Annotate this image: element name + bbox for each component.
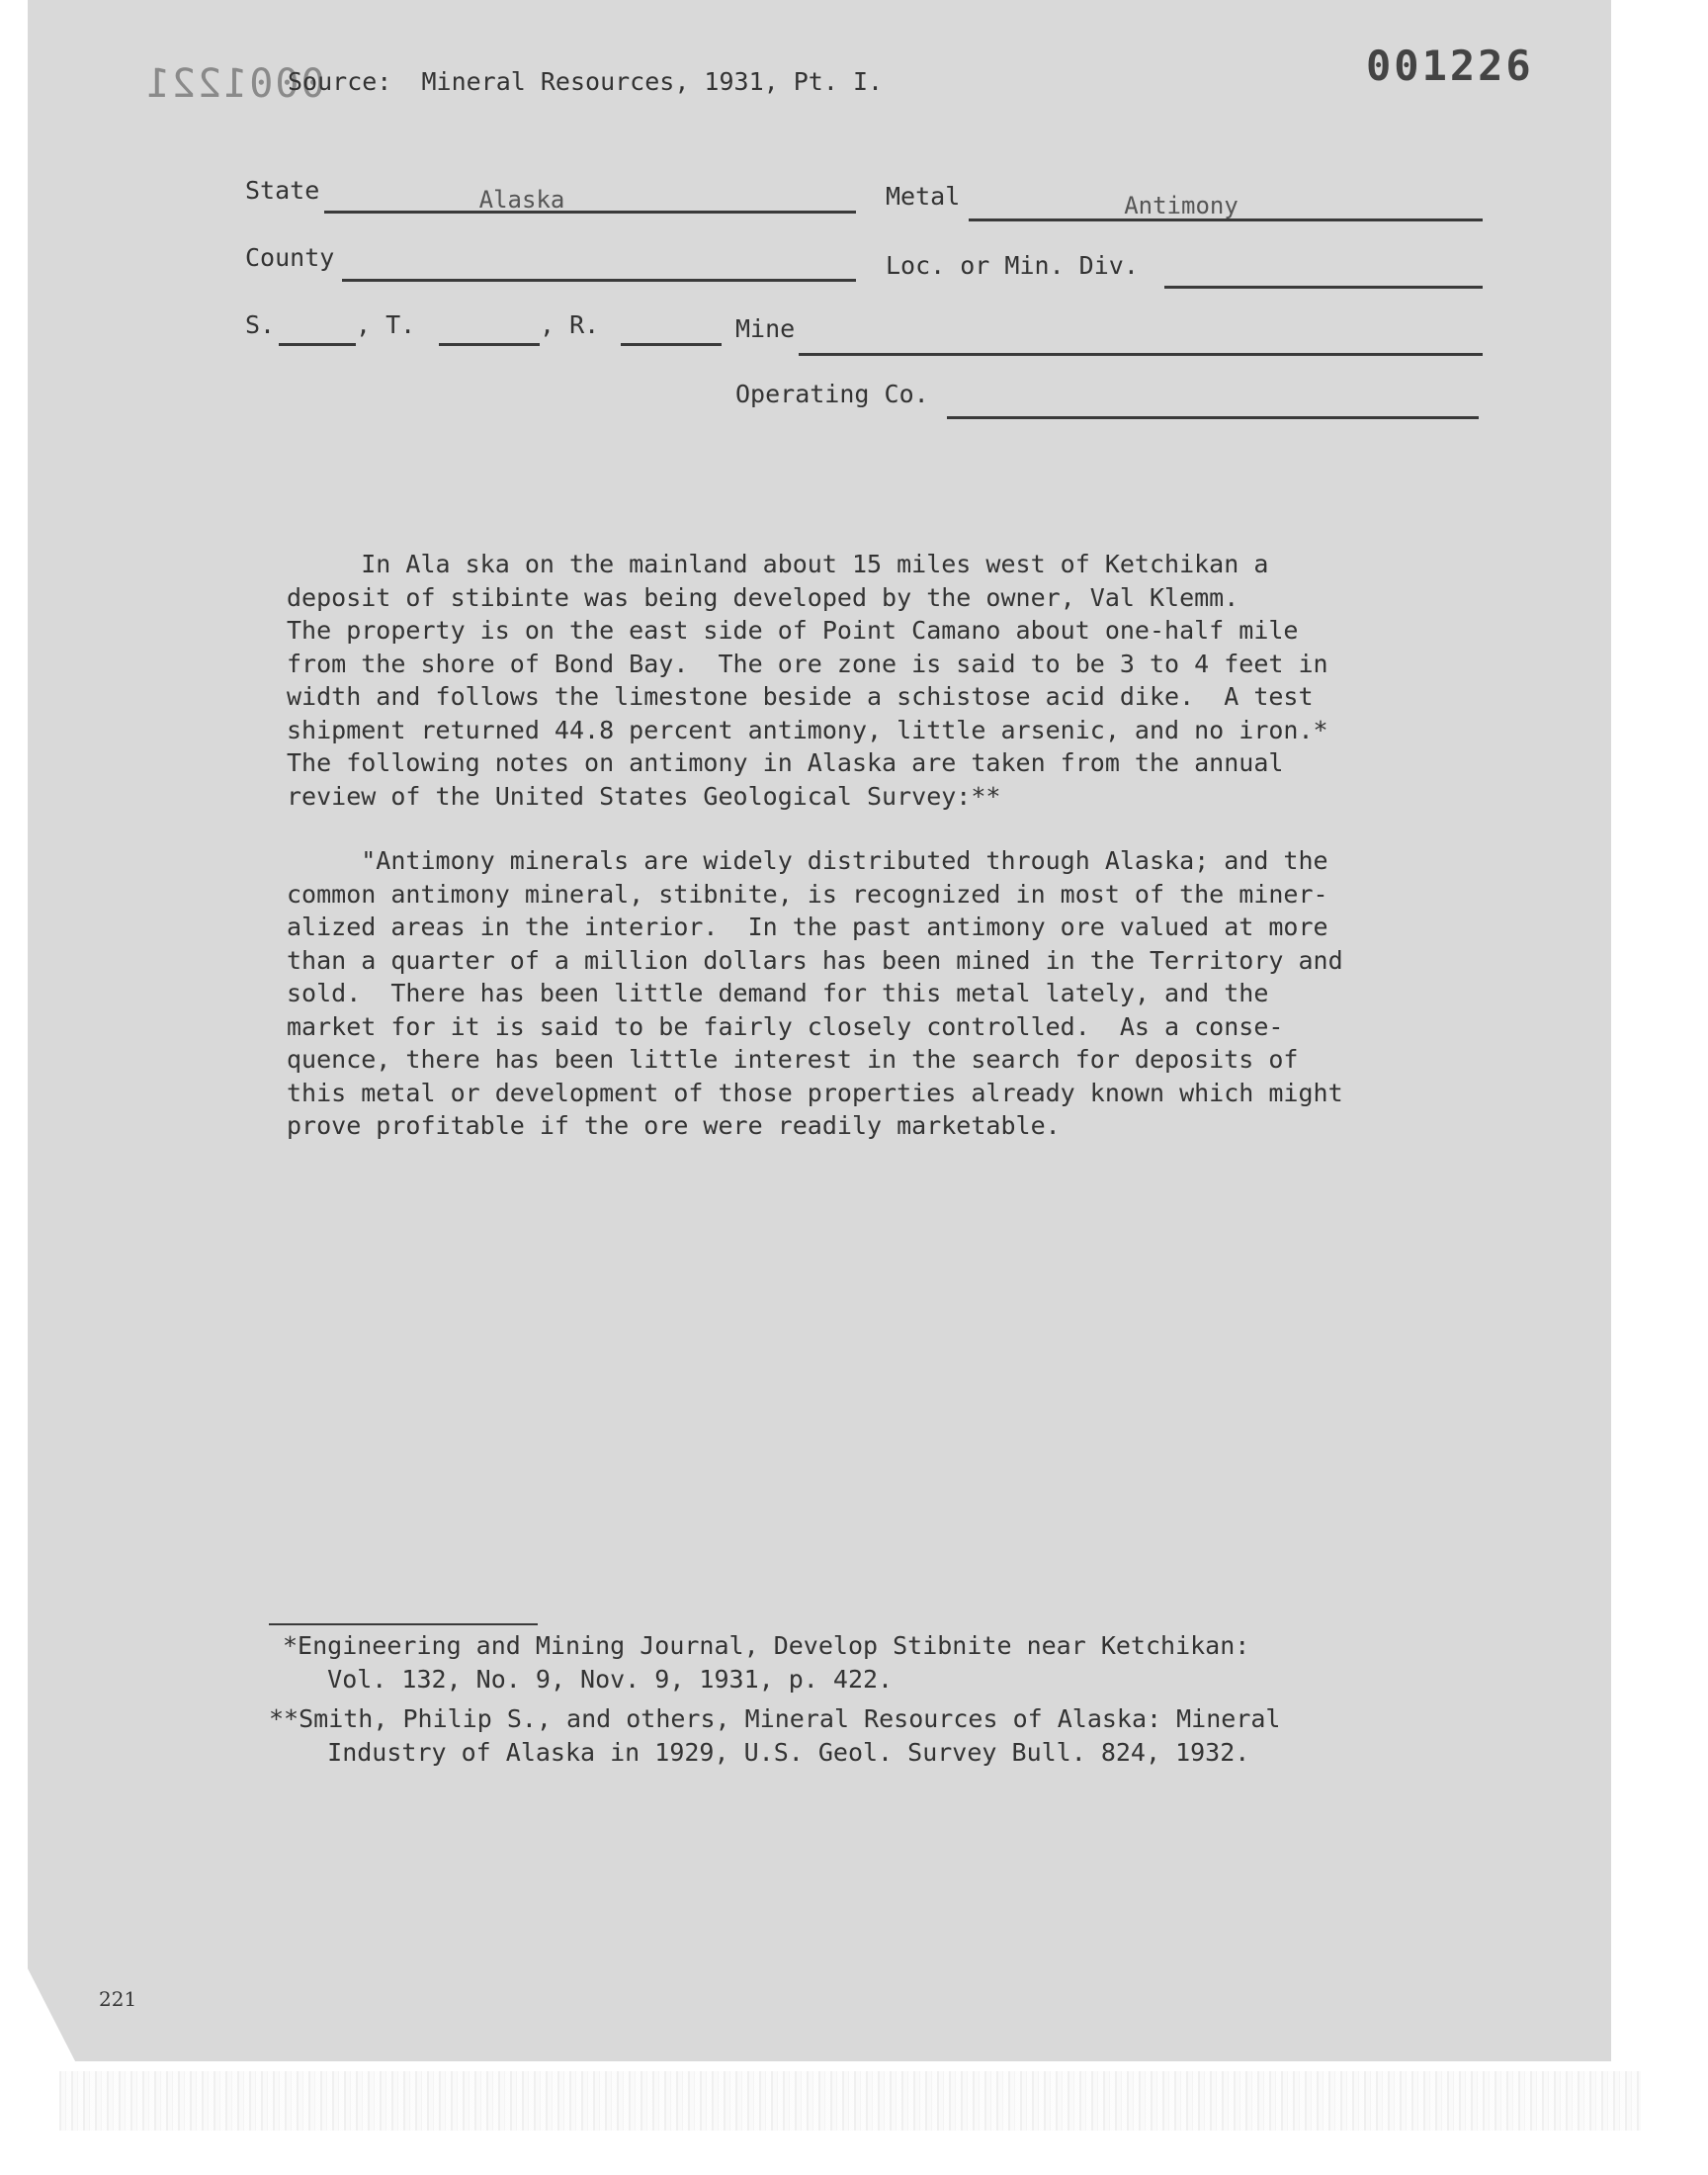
text-line: The property is on the east side of Point Camano about one-half mile xyxy=(287,616,1299,645)
mine-underline xyxy=(799,353,1483,356)
loc-label: Loc. or Min. Div. xyxy=(886,251,1139,280)
township-label: , T. xyxy=(356,310,416,339)
county-label: County xyxy=(245,243,335,272)
source-line: Source: Mineral Resources, 1931, Pt. I. xyxy=(288,67,884,96)
metal-label: Metal xyxy=(886,182,961,211)
footnote-rule xyxy=(269,1623,538,1625)
operating-co-label: Operating Co. xyxy=(735,380,929,408)
footnote-1-line-1: *Engineering and Mining Journal, Develop Stibnite near Ketchikan: xyxy=(283,1631,1250,1660)
range-label: , R. xyxy=(540,310,600,339)
text-line: review of the United States Geological Survey:** xyxy=(287,781,1001,811)
section-underline xyxy=(279,343,356,346)
text-line: alized areas in the interior. In the past antimony ore valued at more xyxy=(287,913,1328,941)
text-line: than a quarter of a million dollars has been mined in the Territory and xyxy=(287,945,1343,975)
range-underline xyxy=(621,343,722,346)
township-underline xyxy=(439,343,540,346)
text-line: market for it is said to be fairly closely controlled. As a conse- xyxy=(287,1011,1284,1041)
text-line: width and follows the limestone beside a schistose acid dike. A test xyxy=(287,682,1314,711)
state-label: State xyxy=(245,176,320,205)
text-line: shipment returned 44.8 percent antimony, little arsenic, and no iron.* xyxy=(287,715,1328,744)
state-value: Alaska xyxy=(478,186,565,214)
text-line: "Antimony minerals are widely distributed through Alaska; and the xyxy=(287,846,1328,875)
text-line: In Ala ska on the mainland about 15 miles west of Ketchikan a xyxy=(287,550,1269,578)
text-line: common antimony mineral, stibnite, is recognized in most of the miner- xyxy=(287,879,1328,909)
paragraph-ketchikan-deposit xyxy=(287,548,1473,813)
operating-co-underline xyxy=(947,416,1479,419)
document-number: 001226 xyxy=(1366,42,1534,90)
text-line: The following notes on antimony in Alaska are taken from the annual xyxy=(287,748,1284,777)
text-line: quence, there has been little interest in the search for deposits of xyxy=(287,1045,1299,1074)
text-line: deposit of stibinte was being developed by the owner, Val Klemm. xyxy=(287,582,1239,612)
footnote-2-line-1: **Smith, Philip S., and others, Mineral Resources of Alaska: Mineral xyxy=(269,1704,1281,1733)
footnote-2-line-2: Industry of Alaska in 1929, U.S. Geol. Survey Bull. 824, 1932. xyxy=(283,1738,1250,1767)
page-number: 221 xyxy=(99,1987,137,2011)
text-line: from the shore of Bond Bay. The ore zone is said to be 3 to 4 feet in xyxy=(287,649,1328,678)
text-line: prove profitable if the ore were readily marketable. xyxy=(287,1111,1061,1140)
footnote-1-line-2: Vol. 132, No. 9, Nov. 9, 1931, p. 422. xyxy=(283,1665,894,1694)
mine-label: Mine xyxy=(735,314,796,343)
loc-underline xyxy=(1164,286,1483,289)
text-line: this metal or development of those properties already known which might xyxy=(287,1078,1343,1107)
county-underline xyxy=(342,279,856,282)
paragraph-usgs-quote xyxy=(287,844,1473,1143)
section-label: S. xyxy=(245,310,276,339)
text-line: sold. There has been little demand for this metal lately, and the xyxy=(287,979,1269,1007)
mirrored-bleed-through-number: 0001221 xyxy=(144,61,325,107)
metal-value: Antimony xyxy=(1124,192,1238,219)
scan-artifact xyxy=(59,2071,1641,2131)
